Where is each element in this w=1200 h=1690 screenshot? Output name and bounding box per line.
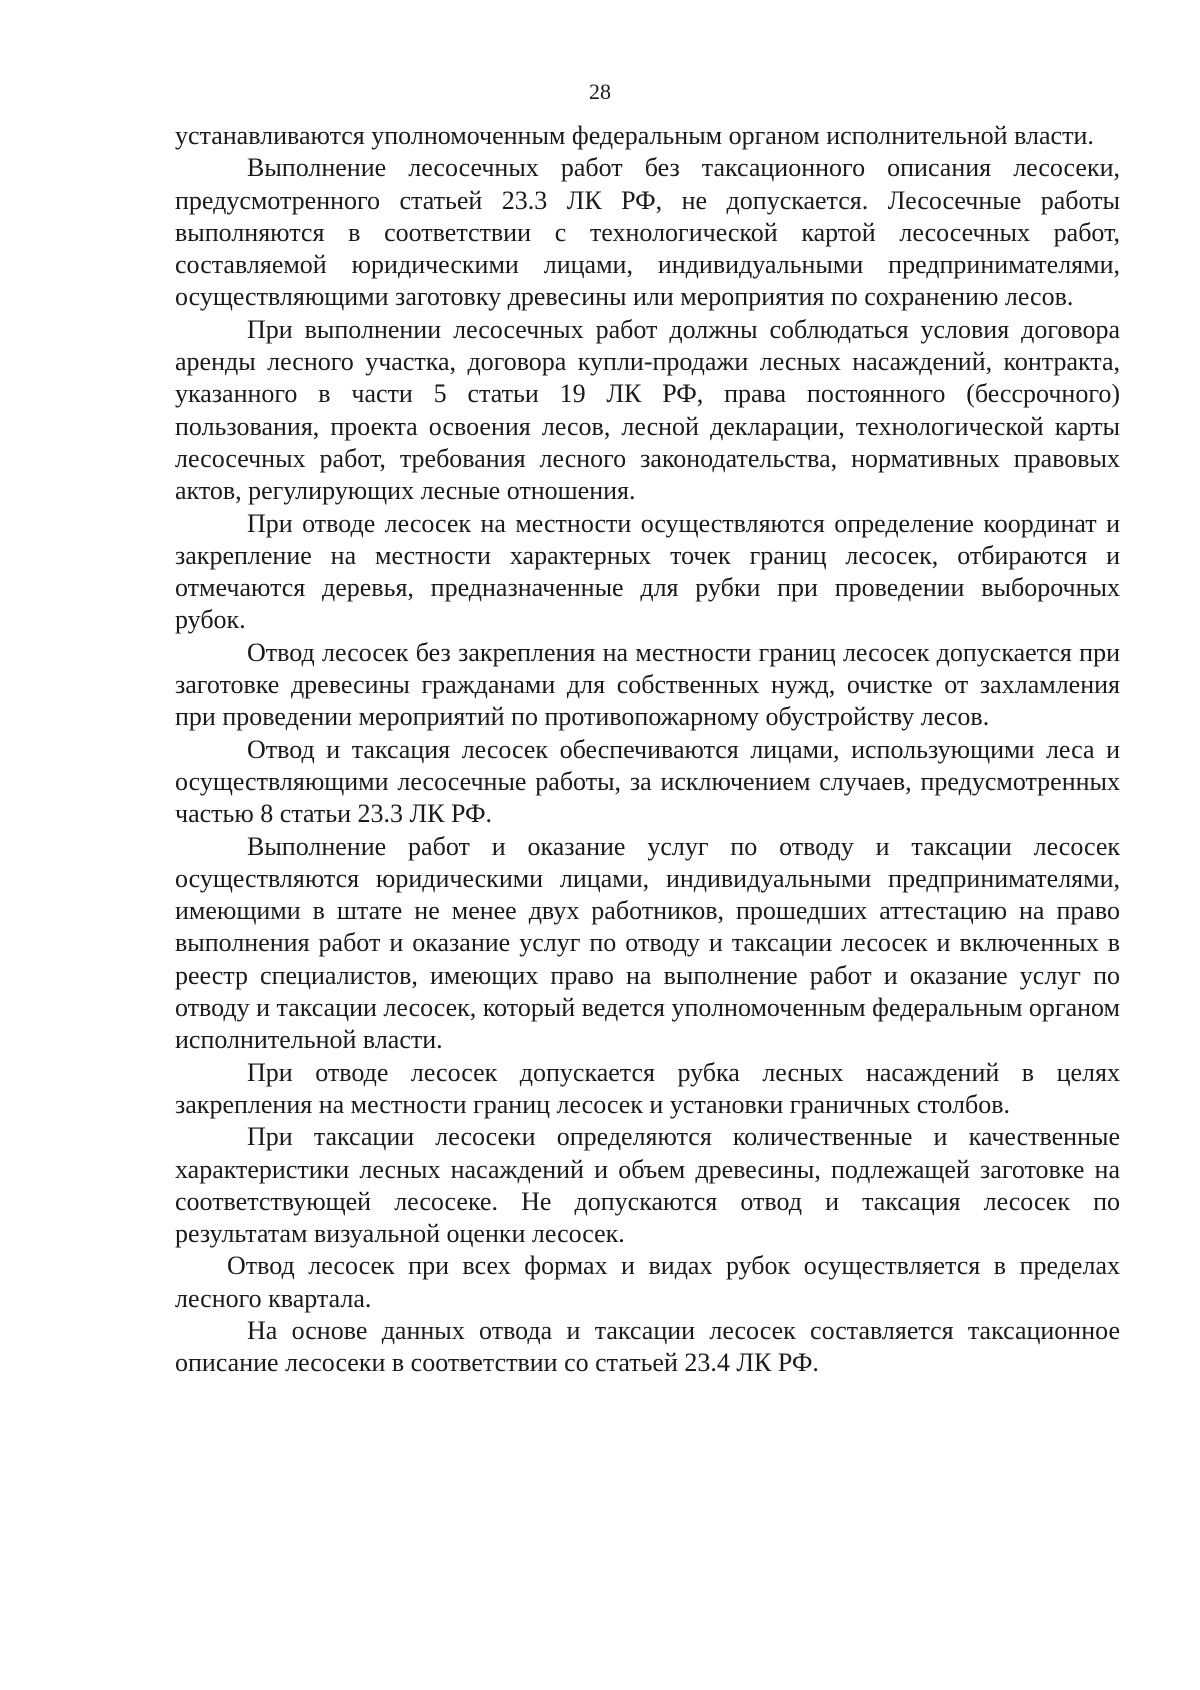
paragraph-8: При отводе лесосек допускается рубка лесных насаждений в целях закрепления на местности границ лесосек и установки граничных столбов. — [175, 1057, 1120, 1119]
paragraph-9: При таксации лесосеки определяются количественные и качественные характеристики лесных насаждений и объем древесины, подлежащей заготовке на соответствующей лесосеке. Не допускаются отвод и таксация лесосек по результатам визуальной оценки лесосек. — [175, 1122, 1120, 1249]
page-number: 28 — [589, 79, 611, 104]
paragraph-1: устанавливаются уполномоченным федеральным органом исполнительной власти. — [175, 121, 1094, 150]
paragraph-2: Выполнение лесосечных работ без таксационного описания лесосеки, предусмотренного статьей 23.3 ЛК РФ, не допускается. Лесосечные работы выполняются в соответствии с технологической картой лесосечных работ, составляемой юридическими лицами, индивидуальными предпринимателями, осуществляющими заготовку древесины или мероприятия по сохранению лесов. — [175, 153, 1120, 312]
paragraph-11: На основе данных отвода и таксации лесосек составляется таксационное описание лесосеки в соответствии со статьей 23.4 ЛК РФ. — [175, 1315, 1120, 1378]
document-body — [175, 120, 1120, 1380]
paragraph-6: Отвод и таксация лесосек обеспечиваются лицами, использующими леса и осуществляющими лесосечные работы, за исключением случаев, предусмотренных частью 8 статьи 23.3 ЛК РФ. — [175, 734, 1120, 829]
paragraph-4: При отводе лесосек на местности осуществляются определение координат и закрепление на местности характерных точек границ лесосек, отбираются и отмечаются деревья, предназначенные для рубки при проведении выборочных рубок. — [175, 508, 1120, 635]
paragraph-10: Отвод лесосек при всех формах и видах рубок осуществляется в пределах лесного квартала. — [175, 1251, 1120, 1313]
paragraph-3: При выполнении лесосечных работ должны соблюдаться условия договора аренды лесного участка, договора купли-продажи лесных насаждений, контракта, указанного в части 5 статьи 19 ЛК РФ, права постоянного (бессрочного) пользования, проекта освоения лесов, лесной декларации, технологической карты лесосечных работ, требования лесного законодательства, нормативных правовых актов, регулирующих лесные отношения. — [175, 314, 1120, 506]
paragraph-7: Выполнение работ и оказание услуг по отводу и таксации лесосек осуществляются юридическими лицами, индивидуальными предпринимателями, имеющими в штате не менее двух работников, прошедших аттестацию на право выполнения работ и оказание услуг по отводу и таксации лесосек и включенных в реестр специалистов, имеющих право на выполнение работ и оказание услуг по отводу и таксации лесосек, который ведется уполномоченным федеральным органом исполнительной власти. — [175, 831, 1120, 1055]
paragraph-5: Отвод лесосек без закрепления на местности границ лесосек допускается при заготовке древесины гражданами для собственных нужд, очистке от захламления при проведении мероприятий по противопожарному обустройству лесов. — [175, 637, 1120, 732]
